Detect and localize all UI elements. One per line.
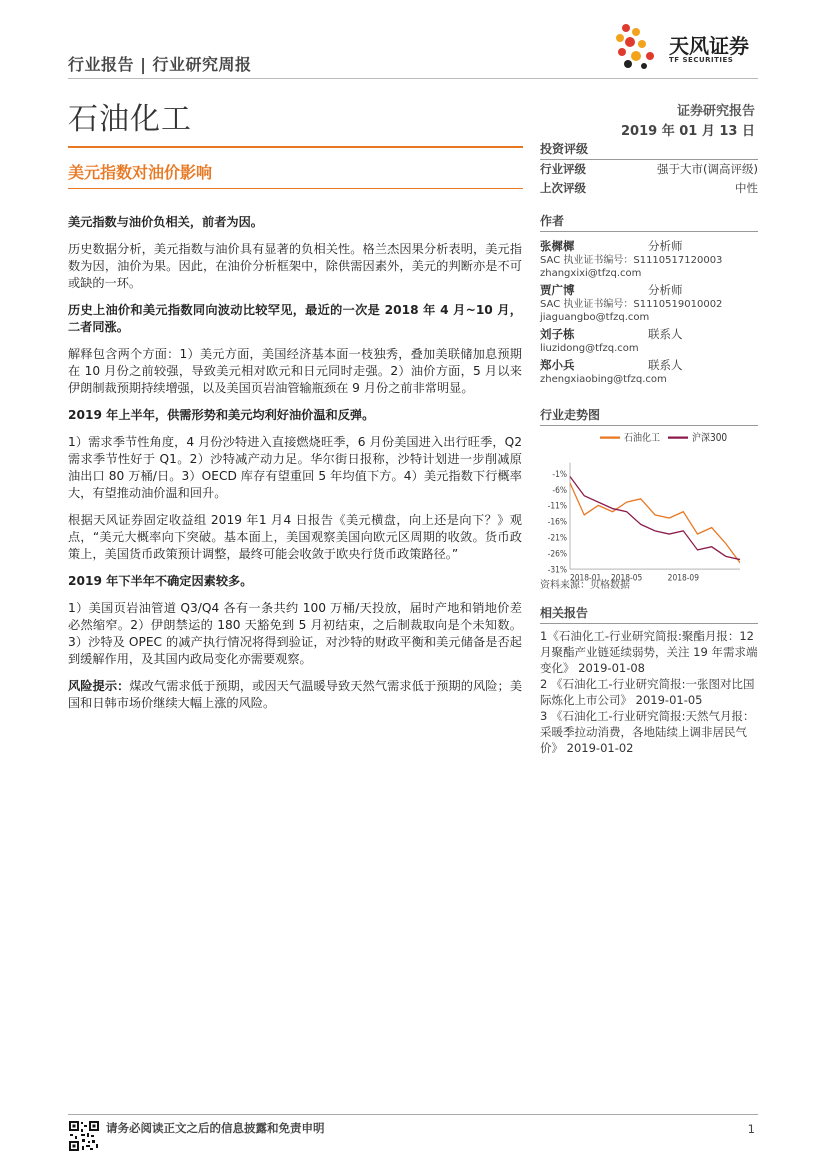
body-paragraph: 解释包含两个方面：1）美元方面，美国经济基本面一枝独秀，叠加美联储加息预期在 10 月份之前较强，导致美元相对欧元和日元同时走强。2）油价方面，5 月以来伊朗制裁预期持续增强，以及美国页岩油管输瓶颈在 9 月份之前非常明显。 <box>68 347 522 395</box>
trend-title: 行业走势图 <box>540 406 758 426</box>
rating-row <box>540 179 758 198</box>
related-section <box>540 604 758 756</box>
report-category: 行业报告 | 行业研究周报 <box>68 55 252 74</box>
author-name: 张樨樨 <box>540 239 575 253</box>
series-line <box>570 477 740 560</box>
x-tick-label: 2018-05 <box>611 572 643 583</box>
y-tick-label: -31% <box>547 565 567 575</box>
related-title: 相关报告 <box>540 604 758 624</box>
report-subtitle: 美元指数对油价影响 <box>68 163 213 182</box>
author-email: zhengxiaobing@tfzq.com <box>540 374 667 385</box>
body-paragraph: 历史上油价和美元指数同向波动比较罕见，最近的一次是 2018 年 4 月~10 月，二者同涨。 <box>68 303 522 334</box>
risk-paragraph <box>68 678 522 712</box>
footer-divider <box>68 1114 758 1115</box>
body-paragraph: 历史数据分析，美元指数与油价具有显著的负相关性。格兰杰因果分析表明，美元指数为因，油价为果。因此，在油价分析框架中，除供需因素外，美元的判断亦是不可或缺的一环。 <box>68 242 522 290</box>
author-entry <box>540 357 758 386</box>
subtitle-divider <box>68 188 523 189</box>
related-item[interactable]: 1《石油化工-行业研究简报:聚酯月报：12 月聚酯产业链延续弱势，关注 19 年需求端变化》 2019-01-08 <box>540 629 758 675</box>
report-type: 证券研究报告 <box>676 104 755 119</box>
industry-title: 石油化工 <box>68 102 192 137</box>
author-cert: SAC 执业证书编号：S1110517120003 <box>540 255 723 266</box>
body-paragraph: 2019 年下半年不确定因素较多。 <box>68 574 253 588</box>
author-name: 刘子栋 <box>540 327 575 341</box>
x-tick-label: 2018-09 <box>667 572 699 583</box>
rating-row <box>540 160 758 179</box>
report-date: 2019 年 01 月 13 日 <box>621 124 755 139</box>
rating-value: 强于大市(调高评级) <box>657 162 758 176</box>
risk-label: 风险提示： <box>68 679 130 693</box>
risk-text: 煤改气需求低于预期，或因天气温暖导致天然气需求低于预期的风险；美国和日韩市场价继续大幅上涨的风险。 <box>68 679 523 710</box>
related-item[interactable]: 3 《石油化工-行业研究简报:天然气月报：采暖季拉动消费，各地陆续上调非居民气价》 2019-01-02 <box>540 709 755 755</box>
page-number: 1 <box>747 1122 755 1136</box>
y-tick-label: -11% <box>547 501 567 511</box>
author-name: 郑小兵 <box>540 358 575 372</box>
y-tick-label: -6% <box>552 485 567 495</box>
y-tick-label: -21% <box>547 533 567 543</box>
author-email: jiaguangbo@tfzq.com <box>540 312 650 323</box>
header-divider <box>68 78 758 79</box>
authors-section <box>540 212 758 386</box>
body-paragraph: 根据天风证券固定收益组 2019 年1 月4 日报告《美元横盘，向上还是向下？》观点，“美元大概率向下突破。基本面上，美国观察美国向欧元区周期的收敛。货币政策上，美国货币政策预计调整，最终可能会收敛于欧央行货币政策路径。” <box>68 513 522 561</box>
author-entry <box>540 282 758 324</box>
rating-section <box>540 140 758 198</box>
body-paragraph: 1）需求季节性角度，4 月份沙特进入直接燃烧旺季，6 月份美国进入出行旺季，Q2 需求季节性好于 Q1。2）沙特减产动力足。华尔街日报称，沙特计划进一步削减原油出口 80 万桶/日。3）OECD 库存有望重回 5 年均值下方。4）美元指数下行概率大，有望推动油价温和回升。 <box>68 435 522 500</box>
rating-key: 行业评级 <box>540 162 586 176</box>
body-paragraph: 2019 年上半年，供需形势和美元均利好油价温和反弹。 <box>68 408 375 422</box>
y-tick-label: -16% <box>547 517 567 527</box>
author-email: zhangxixi@tfzq.com <box>540 268 642 279</box>
related-item[interactable]: 2 《石油化工-行业研究简报:一张图对比国际炼化上市公司》 2019-01-05 <box>540 677 755 707</box>
rating-value: 中性 <box>735 181 758 195</box>
trend-section <box>540 406 758 426</box>
author-entry <box>540 326 758 355</box>
logo-subtext: TF SECURITIES <box>669 56 734 64</box>
author-role: 联系人 <box>648 358 683 372</box>
qr-code-icon <box>68 1120 100 1152</box>
chart-source: 资料来源：贝格数据 <box>540 580 630 591</box>
author-role: 分析师 <box>648 239 683 253</box>
legend-label: 沪深300 <box>692 432 728 445</box>
author-email: liuzidong@tfzq.com <box>540 343 639 354</box>
main-body <box>68 214 522 722</box>
author-entry <box>540 238 758 280</box>
body-paragraph: 美元指数与油价负相关，前者为因。 <box>68 215 263 229</box>
author-role: 分析师 <box>648 283 683 297</box>
x-tick-label: 2018-01 <box>570 572 602 583</box>
author-cert: SAC 执业证书编号：S1110519010002 <box>540 299 723 310</box>
title-divider <box>68 146 523 148</box>
author-role: 联系人 <box>648 327 683 341</box>
footer-disclaimer[interactable]: 请务必阅读正文之后的信息披露和免责申明 <box>106 1121 325 1135</box>
y-tick-label: -26% <box>547 549 567 559</box>
series-line <box>570 483 740 563</box>
y-tick-label: -1% <box>552 469 567 479</box>
rating-title: 投资评级 <box>540 140 758 160</box>
logo-text: 天风证券 <box>669 34 749 58</box>
rating-key: 上次评级 <box>540 181 586 195</box>
authors-title: 作者 <box>540 212 758 232</box>
body-paragraph: 1）美国页岩油管道 Q3/Q4 各有一条共约 100 万桶/天投放，届时产地和销地价差必然缩窄。2）伊朗禁运的 180 天豁免到 5 月初结束，之后制裁取向是个未知数。3）沙特及 OPEC 的减产执行情况将得到验证，对沙特的财政平衡和美元储备是否起到缓解作用，及其国内政局变化亦需要观察。 <box>68 601 522 666</box>
author-name: 贾广博 <box>540 283 575 297</box>
legend-label: 石油化工 <box>624 432 660 445</box>
trend-chart <box>540 424 758 594</box>
